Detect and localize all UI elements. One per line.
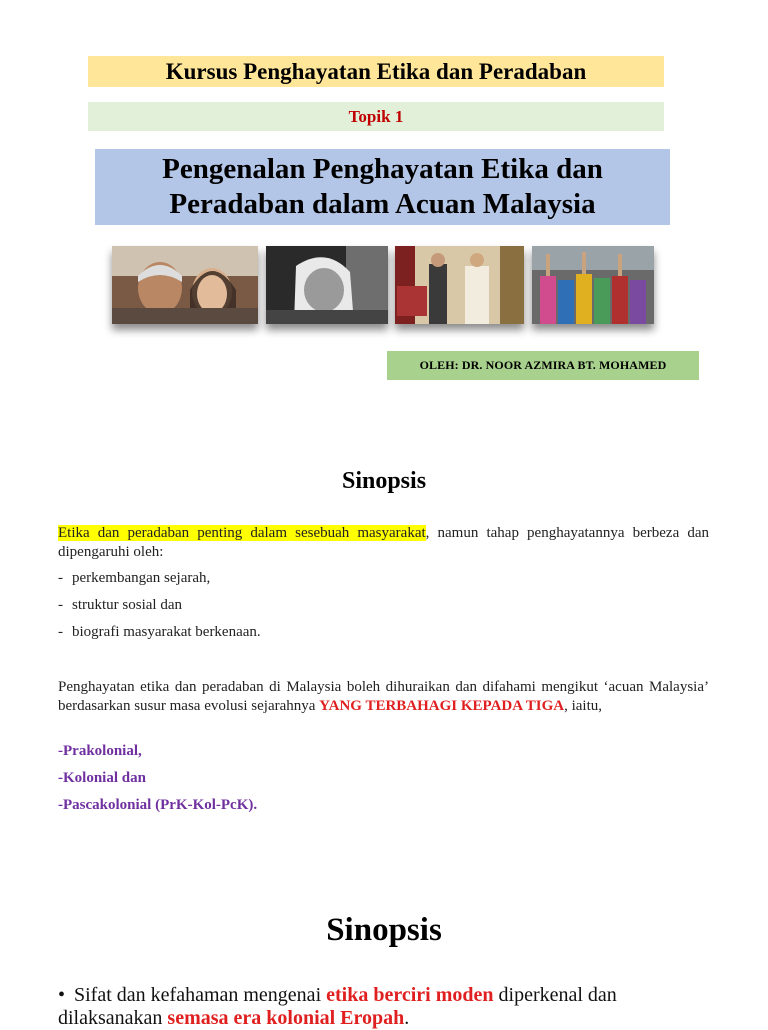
factor-text: struktur sosial dan [72, 597, 182, 613]
section1-title: Sinopsis [341, 468, 427, 494]
topic-label: Topik 1 [348, 106, 404, 126]
intro-paragraph [58, 524, 709, 562]
main-title-line2: Peradaban dalam Acuan Malaysia [169, 188, 596, 220]
section2-bullet [58, 984, 718, 1030]
factor-text: perkembangan sejarah, [72, 570, 211, 586]
crowd-raising-hands-photo [532, 246, 654, 324]
handshake-ceremony-photo [395, 246, 524, 324]
intro-rest: , namun tahap penghayatannya berbeza dan dipengaruhi oleh: [58, 525, 709, 560]
era-item: -Kolonial dan [58, 770, 146, 786]
era-item: -Pascakolonial (PrK-Kol-PcK). [58, 797, 258, 813]
author-banner [387, 351, 699, 380]
course-title: Kursus Penghayatan Etika dan Peradaban [165, 58, 587, 84]
bullet-emphasis: etika berciri moden [326, 984, 494, 1006]
intro-highlight: Etika dan peradaban penting dalam sesebuah masyarakat [58, 525, 426, 541]
para2-start: Penghayatan etika dan peradaban di Malaysia boleh dihuraikan dan difahami mengikut ‘acuan Malaysia’ berdasarkan susur masa evolusi sejarahnya [58, 679, 709, 714]
bullet-text: Sifat dan kefahaman mengenai [74, 984, 327, 1006]
author-name: OLEH: DR. NOOR AZMIRA BT. MOHAMED [419, 358, 667, 372]
list-item: - struktur sosial dan [58, 597, 182, 613]
evolution-paragraph [58, 678, 709, 716]
topic-banner [88, 102, 664, 131]
para2-end: , iaitu, [564, 698, 603, 714]
elderly-couple-photo [112, 246, 258, 324]
section2-title: Sinopsis [326, 912, 442, 948]
main-title-line1: Pengenalan Penghayatan Etika dan [162, 153, 603, 185]
era-item: -Prakolonial, [58, 743, 142, 759]
main-title-banner [95, 149, 670, 225]
elderly-woman-photo [266, 246, 388, 324]
factor-text: biografi masyarakat berkenaan. [72, 624, 261, 640]
list-item: - perkembangan sejarah, [58, 570, 211, 586]
list-item: - biografi masyarakat berkenaan. [58, 624, 261, 640]
para2-emphasis: YANG TERBAHAGI KEPADA TIGA [319, 698, 565, 714]
course-title-banner [88, 56, 664, 87]
bullet-emphasis: semasa era kolonial Eropah [167, 1007, 405, 1029]
bullet-text: diperkenal dan dilaksanakan [58, 984, 617, 1029]
bullet-text: . [404, 1007, 410, 1029]
bullet-marker: • [58, 984, 66, 1006]
